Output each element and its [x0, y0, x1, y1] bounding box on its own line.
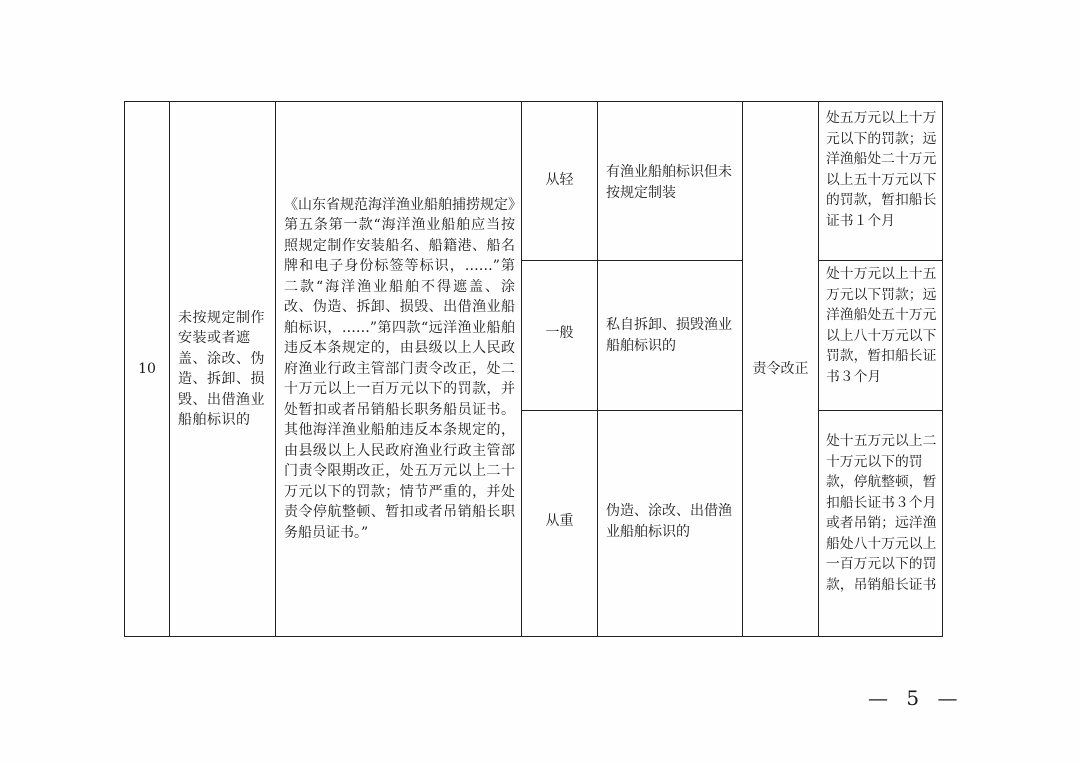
level-light: 从轻 [522, 102, 598, 261]
circumstance-normal: 私自拆卸、损毁渔业船舶标识的 [598, 261, 743, 411]
circumstance-heavy: 伪造、涂改、出借渔业船舶标识的 [598, 411, 743, 637]
page-number: — 5 — [868, 686, 964, 710]
level-normal: 一般 [522, 261, 598, 411]
item-number: 10 [125, 102, 170, 637]
legal-basis: 《山东省规范海洋渔业船舶捕捞规定》第五条第一款“海洋渔业船舶应当按照规定制作安装船名、船籍港、船名牌和电子身份标签等标识，……”第二款“海洋渔业船舶不得遮盖、涂改、伪造、拆卸、损毁、出借渔业船舶标识，……”第四款“远洋渔业船舶违反本条规定的，由县级以上人民政府渔业行政主管部门责令改正，处二十万元以上一百万元以下的罚款，并处暂扣或者吊销船长职务船员证书。其他海洋渔业船舶违反本条规定的，由县级以上人民政府渔业行政主管部门责令限期改正，处五万元以上二十万元以下的罚款；情节严重的，并处责令停航整顿、暂扣或者吊销船长职务船员证书。” [276, 102, 522, 637]
penalty-standard-table [124, 101, 943, 637]
circumstance-light: 有渔业船舶标识但未按规定制装 [598, 102, 743, 261]
penalty-light: 处五万元以上十万元以下的罚款；远洋渔船处二十万元以上五十万元以下的罚款，暂扣船长证书１个月 [819, 102, 943, 261]
penalty-normal: 处十万元以上十五万元以下罚款；远洋渔船处五十万元以上八十万元以下罚款，暂扣船长证书３个月 [819, 261, 943, 411]
corrective-measure: 责令改正 [743, 102, 819, 637]
table-row [125, 102, 943, 261]
penalty-heavy: 处十五万元以上二十万元以下的罚款，停航整顿，暂扣船长证书３个月或者吊销；远洋渔船处八十万元以上一百万元以下的罚款，吊销船长证书 [819, 411, 943, 637]
level-heavy: 从重 [522, 411, 598, 637]
violation-description: 未按规定制作安装或者遮盖、涂改、伪造、拆卸、损毁、出借渔业船舶标识的 [170, 102, 276, 637]
